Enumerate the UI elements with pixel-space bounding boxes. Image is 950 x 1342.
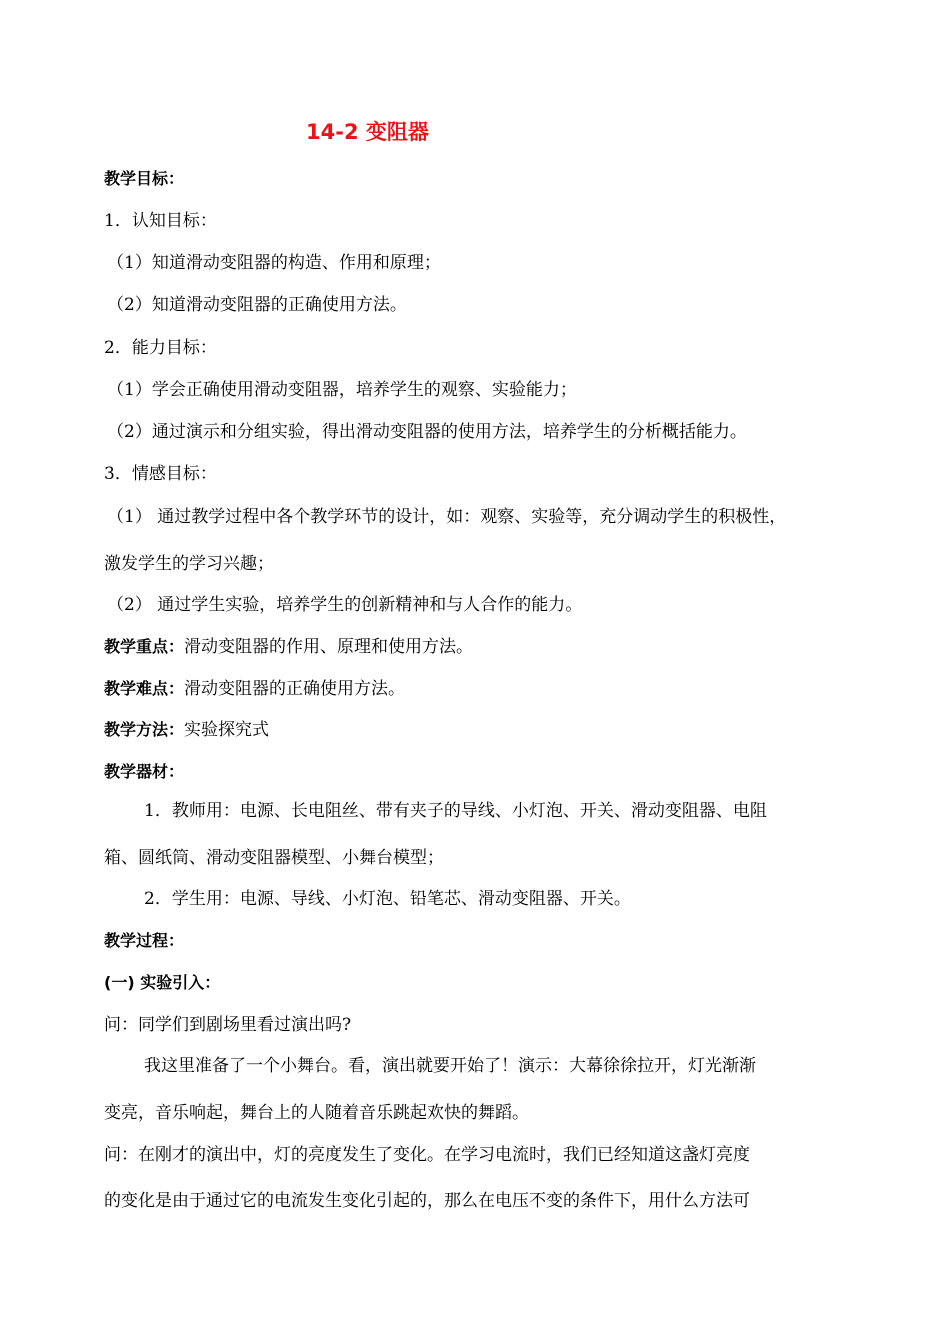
key-points-text: 滑动变阻器的作用、原理和使用方法。 (184, 637, 474, 657)
question-2-line-1: 问：在刚才的演出中，灯的亮度发生了变化。在学习电流时，我们已经知道这盏灯亮度 (104, 1145, 750, 1165)
ability-objective-label: 2．能力目标： (104, 338, 217, 358)
emotion-item-2: （2） 通过学生实验，培养学生的创新精神和与人合作的能力。 (107, 595, 583, 615)
teacher-equipment-line-1: 1．教师用：电源、长电阻丝、带有夹子的导线、小灯泡、开关、滑动变阻器、电阻 (144, 801, 767, 821)
method-label: 教学方法： (104, 720, 185, 739)
document-title: 14-2 变阻器 (306, 120, 429, 144)
cognitive-objective-label: 1．认知目标： (104, 211, 217, 231)
emotion-item-1-line-1: （1） 通过教学过程中各个教学环节的设计，如：观察、实验等，充分调动学生的积极性， (107, 507, 787, 527)
equipment-heading: 教学器材： (104, 762, 185, 781)
emotion-item-1-line-2: 激发学生的学习兴趣； (104, 554, 274, 574)
key-points (104, 635, 864, 659)
ability-item-2: （2）通过演示和分组实验，得出滑动变阻器的使用方法，培养学生的分析概括能力。 (107, 422, 747, 442)
student-equipment: 2．学生用：电源、导线、小灯泡、铅笔芯、滑动变阻器、开关。 (144, 889, 631, 909)
question-2-line-2: 的变化是由于通过它的电流发生变化引起的，那么在电压不变的条件下，用什么方法可 (104, 1191, 750, 1211)
cognitive-item-1: （1）知道滑动变阻器的构造、作用和原理； (107, 253, 441, 273)
difficulties-text: 滑动变阻器的正确使用方法。 (184, 679, 406, 699)
ability-item-1: （1）学会正确使用滑动变阻器，培养学生的观察、实验能力； (107, 380, 577, 400)
difficulties (104, 677, 864, 701)
objectives-heading: 教学目标： (104, 169, 185, 188)
process-heading: 教学过程： (104, 931, 185, 950)
key-points-label: 教学重点： (104, 637, 185, 656)
section-experiment-intro: (一) 实验引入： (104, 973, 221, 992)
teaching-method (104, 718, 864, 742)
teacher-equipment-line-2: 箱、圆纸筒、滑动变阻器模型、小舞台模型； (104, 848, 444, 868)
method-text: 实验探究式 (184, 720, 270, 740)
question-1: 问：同学们到剧场里看过演出吗? (104, 1015, 352, 1035)
emotion-objective-label: 3．情感目标： (104, 464, 217, 484)
difficulties-label: 教学难点： (104, 679, 185, 698)
cognitive-item-2: （2）知道滑动变阻器的正确使用方法。 (107, 295, 407, 315)
paragraph-1-line-1: 我这里准备了一个小舞台。看，演出就要开始了！演示：大幕徐徐拉开，灯光渐渐 (144, 1056, 756, 1076)
paragraph-1-line-2: 变亮，音乐响起，舞台上的人随着音乐跳起欢快的舞蹈。 (104, 1103, 529, 1123)
